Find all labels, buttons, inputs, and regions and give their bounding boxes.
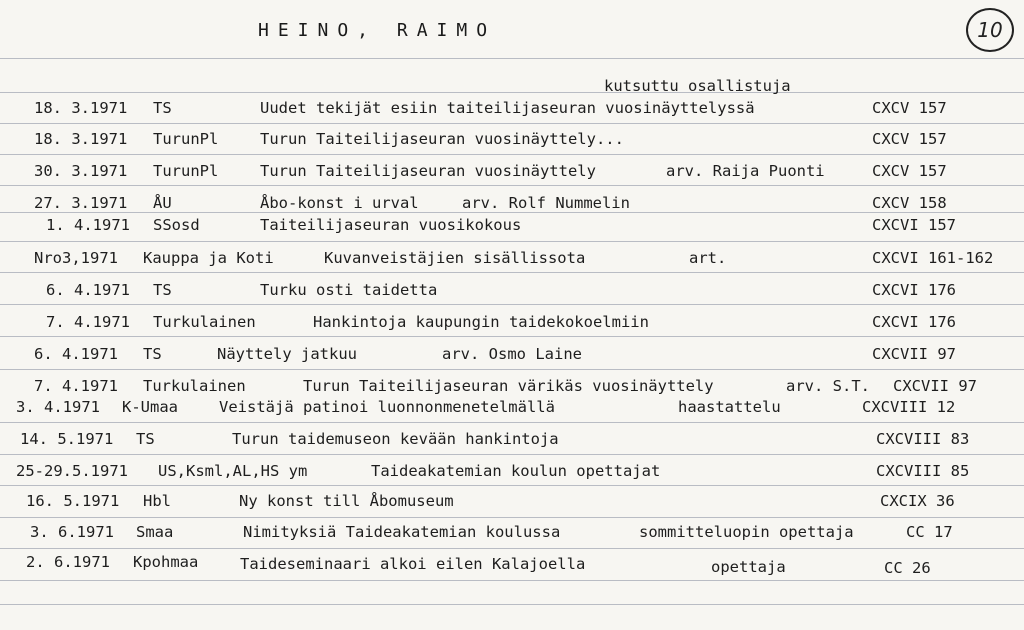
entry-title: Turku osti taidetta [260, 281, 438, 299]
rule-line [0, 604, 1024, 605]
entry-source: Hbl [143, 492, 171, 510]
entry-note: art. [689, 249, 727, 267]
rule-line [0, 548, 1024, 549]
entry-title: Åbo-konst i urval [260, 194, 419, 212]
entry-title: Turun Taiteilijaseuran vuosinäyttely... [260, 130, 624, 148]
entry-title: Uudet tekijät esiin taiteilijaseuran vuosinäyttelyssä [260, 99, 755, 117]
rule-line [0, 58, 1024, 59]
entry-title: Ny konst till Åbomuseum [239, 492, 454, 510]
entry-ref: CXCVI 176 [872, 281, 956, 299]
rule-line [0, 123, 1024, 124]
entry-title: Nimityksiä Taideakatemian koulussa [243, 523, 561, 541]
rule-line [0, 422, 1024, 423]
entry-note: arv. S.T. [786, 377, 870, 395]
entry-ref: CC 17 [906, 523, 953, 541]
entry-source: ÅU [153, 194, 172, 212]
entry-title: Näyttely jatkuu [217, 345, 357, 363]
entry-date: 6. 4.1971 [46, 281, 130, 299]
entry-date: 2. 6.1971 [26, 553, 110, 571]
rule-line [0, 241, 1024, 242]
rule-line [0, 580, 1024, 581]
entry-title: Veistäjä patinoi luonnonmenetelmällä [219, 398, 555, 416]
entry-ref: CXCVII 97 [872, 345, 956, 363]
rule-line [0, 212, 1024, 213]
entry-date: 1. 4.1971 [46, 216, 130, 234]
entry-date: 30. 3.1971 [34, 162, 128, 180]
entry-title: Turun Taiteilijaseuran vuosinäyttely [260, 162, 596, 180]
entry-date: 7. 4.1971 [34, 377, 118, 395]
entry-title: Taideakatemian koulun opettajat [371, 462, 661, 480]
rule-line [0, 92, 1024, 93]
rule-line [0, 369, 1024, 370]
entry-ref: CXCV 157 [872, 162, 947, 180]
entry-ref: CXCVIII 12 [862, 398, 956, 416]
entry-title: Taiteilijaseuran vuosikokous [260, 216, 522, 234]
entry-date: Nro3,1971 [34, 249, 118, 267]
rule-line [0, 336, 1024, 337]
entry-source: Turkulainen [153, 313, 256, 331]
entry-date: 14. 5.1971 [20, 430, 114, 448]
entry-source: TS [136, 430, 155, 448]
entry-source: TurunPl [153, 130, 219, 148]
entry-ref: CXCVIII 85 [876, 462, 970, 480]
entry-ref: CXCV 157 [872, 130, 947, 148]
card-number-stamp: 10 [966, 8, 1014, 52]
entry-source: TS [153, 99, 172, 117]
entry-note: haastattelu [678, 398, 781, 416]
rule-line [0, 304, 1024, 305]
entry-ref: CXCVIII 83 [876, 430, 970, 448]
entry-title: Turun taidemuseon kevään hankintoja [232, 430, 559, 448]
entry-date: 3. 6.1971 [30, 523, 114, 541]
rule-line [0, 154, 1024, 155]
entry-ref: CXCVI 157 [872, 216, 956, 234]
rule-line [0, 272, 1024, 273]
entry-ref: CC 26 [884, 559, 931, 577]
entry-ref: CXCVI 176 [872, 313, 956, 331]
entry-source: US,Ksml,AL,HS ym [158, 462, 308, 480]
entry-date: 27. 3.1971 [34, 194, 128, 212]
entry-source: Smaa [136, 523, 174, 541]
entry-date: 18. 3.1971 [34, 99, 128, 117]
entry-date: 7. 4.1971 [46, 313, 130, 331]
entry-date: 16. 5.1971 [26, 492, 120, 510]
entry-note: arv. Osmo Laine [442, 345, 582, 363]
entry-source: SSosd [153, 216, 200, 234]
entry-ref: CXCV 157 [872, 99, 947, 117]
entry-note: arv. Raija Puonti [666, 162, 825, 180]
entry-title: Hankintoja kaupungin taidekokoelmiin [313, 313, 649, 331]
card-title: HEINO, RAIMO [258, 20, 497, 41]
entry-source: Kauppa ja Koti [143, 249, 274, 267]
entry-date: 3. 4.1971 [16, 398, 100, 416]
entry-source: TS [153, 281, 172, 299]
entry-date: 18. 3.1971 [34, 130, 128, 148]
entry-note: arv. Rolf Nummelin [462, 194, 630, 212]
rule-line [0, 185, 1024, 186]
entry-title: kutsuttu osallistuja [604, 77, 791, 95]
rule-line [0, 454, 1024, 455]
entry-date: 25-29.5.1971 [16, 462, 128, 480]
entry-note: opettaja [711, 558, 786, 576]
entry-ref: CXCV 158 [872, 194, 947, 212]
entry-source: TS [143, 345, 162, 363]
entry-date: 6. 4.1971 [34, 345, 118, 363]
entry-source: TurunPl [153, 162, 219, 180]
entry-ref: CXCVI 161-162 [872, 249, 994, 267]
entry-title: Turun Taiteilijaseuran värikäs vuosinäyttely [303, 377, 714, 395]
entry-ref: CXCVII 97 [893, 377, 977, 395]
entry-source: K-Umaa [122, 398, 178, 416]
rule-line [0, 485, 1024, 486]
entry-source: Turkulainen [143, 377, 246, 395]
entry-ref: CXCIX 36 [880, 492, 955, 510]
entry-title: Kuvanveistäjien sisällissota [324, 249, 586, 267]
entry-title: Taideseminaari alkoi eilen Kalajoella [240, 555, 586, 573]
entry-source: Kpohmaa [133, 553, 199, 571]
entry-note: sommitteluopin opettaja [639, 523, 854, 541]
rule-line [0, 517, 1024, 518]
